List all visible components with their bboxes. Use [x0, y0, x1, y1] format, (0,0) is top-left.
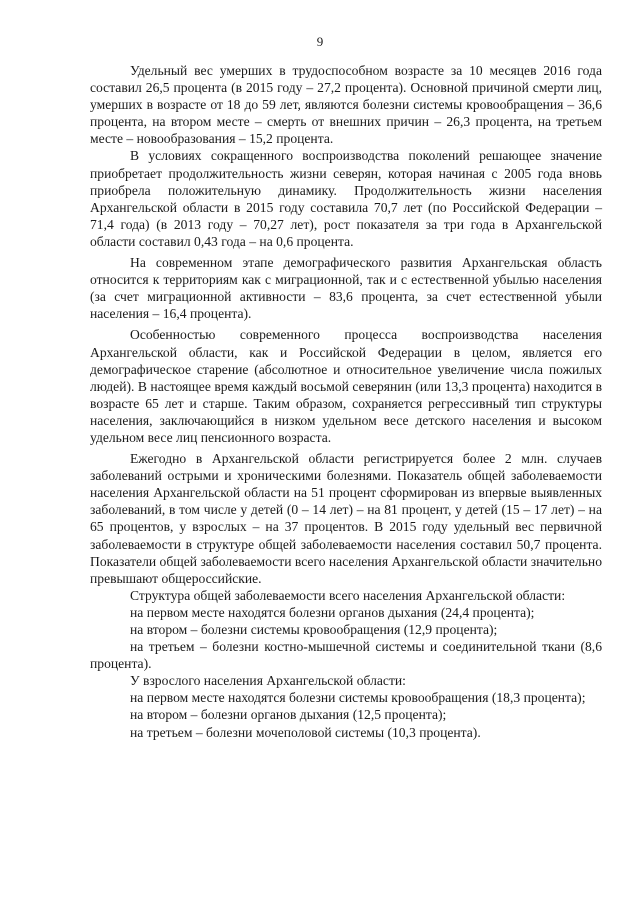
list-item-adult-first: на первом месте находятся болезни системы кровообращения (18,3 процента);	[130, 690, 586, 706]
paragraph-morbidity-structure-intro: Структура общей заболеваемости всего населения Архангельской области:	[130, 587, 566, 603]
paragraph-working-age-mortality: Удельный вес умерших в трудоспособном возрасте за 10 месяцев 2016 года составил 26,5 процента (в 2015 году – 27,2 процента). Основной причиной смерти лиц, умерших в возрасте от 18 до 59 лет, являются болезни системы кровообращения – 36,6 процента, на втором месте – смерть от внешних причин – 26,3 процента, на третьем месте – новообразования – 15,2 процента.	[90, 63, 602, 147]
document-body	[90, 62, 602, 741]
list-item-total-first: на первом месте находятся болезни органов дыхания (24,4 процента);	[130, 604, 535, 620]
list-item-total-second: на втором – болезни системы кровообращения (12,9 процента);	[130, 622, 498, 637]
paragraph-adult-population-intro: У взрослого населения Архангельской области:	[130, 673, 406, 689]
paragraph-population-decline: На современном этапе демографического развития Архангельская область относится к территориям как с миграционной, так и с естественной убылью населения (за счет миграционной активности – 83,6 процента, за счет естественной убыли населения – 16,4 процента).	[90, 255, 602, 322]
page-number: 9	[316, 34, 324, 49]
list-item-adult-second: на втором – болезни органов дыхания (12,5 процента);	[130, 707, 447, 723]
paragraph-life-expectancy: В условиях сокращенного воспроизводства поколений решающее значение приобретает продолжительность жизни северян, которая начиная с 2005 года вновь приобрела положительную динамику. Продолжительность жизни населения Архангельской области в 2015 году составила 70,7 лет (по Российской Федерации – 71,4 года) (в 2013 году – 70,27 лет), рост показателя за три года в Архангельской области составил 0,43 года – на 0,6 процента.	[90, 148, 602, 249]
paragraph-demographic-aging: Особенностью современного процесса воспроизводства населения Архангельской области, как и Российской Федерации в целом, является его демографическое старение (абсолютное и относительное увеличение числа пожилых людей). В настоящее время каждый восьмой северянин (или 13,3 процента) находится в возрасте 65 лет и старше. Таким образом, сохраняется регрессивный тип структуры населения, заключающийся в низком удельном весе детского населения и высоком удельном весе лиц пенсионного возраста.	[90, 327, 602, 445]
list-item-adult-third: на третьем – болезни мочеполовой системы (10,3 процента).	[130, 724, 481, 740]
paragraph-morbidity: Ежегодно в Архангельской области регистрируется более 2 млн. случаев заболеваний острыми и хроническими болезнями. Показатель общей заболеваемости населения Архангельской области на 51 процент сформирован из впервые выявленных заболеваний, в том числе у детей (0 – 14 лет) – на 81 процент, у детей (15 – 17 лет) – на 65 процентов, у взрослых – на 37 процентов. В 2015 году удельный вес первичной заболеваемости в структуре общей заболеваемости населения составил 50,7 процента. Показатели общей заболеваемости всего населения Архангельской области значительно превышают общероссийские.	[90, 451, 602, 586]
list-item-total-third: на третьем – болезни костно-мышечной системы и соединительной ткани (8,6 процента).	[90, 639, 602, 672]
